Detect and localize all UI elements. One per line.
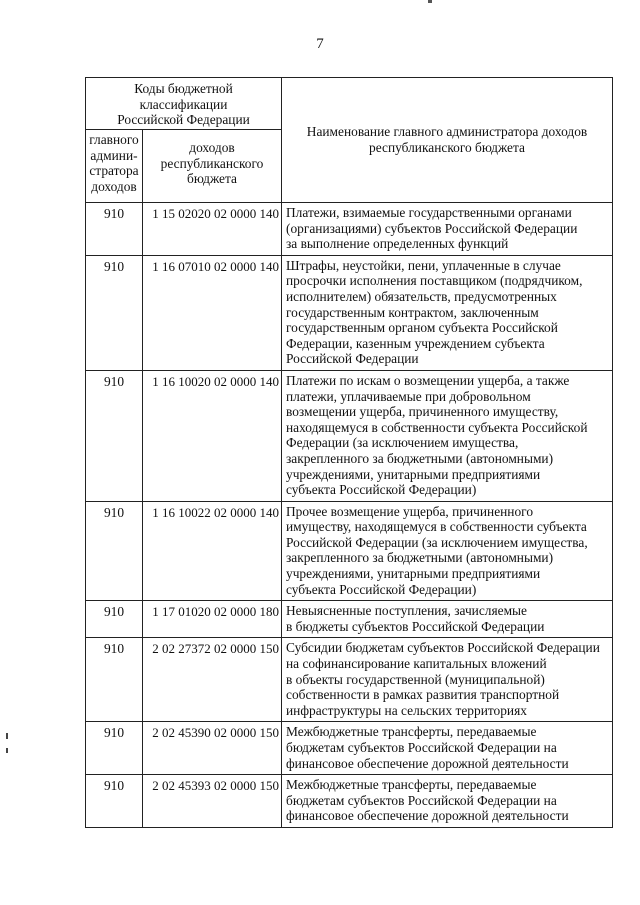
- header-line: Наименование главного администратора доходов: [306, 124, 588, 140]
- description-line: закрепленного за бюджетными (автономными): [286, 550, 554, 566]
- income-code-cell: 2 02 27372 02 0000 150: [143, 638, 282, 722]
- description-line: финансовое обеспечение дорожной деятельности: [286, 808, 569, 824]
- admin-code-cell: 910: [86, 255, 143, 370]
- description-line: исполнителем) обязательств, предусмотренных: [286, 288, 557, 304]
- table-row: [86, 775, 613, 828]
- description-line: собственности в рамках развития транспортной: [286, 687, 560, 703]
- description-line: субъекта Российской Федерации): [286, 482, 477, 498]
- description-line: Платежи по искам о возмещении ущерба, а также: [286, 372, 570, 388]
- description-line: бюджетам субъектов Российской Федерации на: [286, 740, 557, 755]
- description-line: просрочки исполнения поставщиком (подрядчиком,: [286, 273, 583, 289]
- margin-mark: [6, 748, 8, 753]
- header-name-column: [282, 78, 613, 203]
- income-code-cell: 1 15 02020 02 0000 140: [143, 203, 282, 256]
- description-line: учреждениями, унитарными предприятиями: [286, 466, 541, 482]
- margin-mark: [6, 733, 8, 739]
- description-line: Прочее возмещение ущерба, причиненного: [286, 503, 534, 519]
- description-cell: [282, 255, 613, 370]
- table-row: [86, 203, 613, 256]
- income-code-cell: 1 16 10022 02 0000 140: [143, 501, 282, 601]
- income-code-cell: 2 02 45390 02 0000 150: [143, 722, 282, 775]
- header-line: бюджета: [187, 171, 237, 187]
- description-line: Межбюджетные трансферты, передаваемые: [286, 777, 537, 793]
- table-row: [86, 638, 613, 722]
- description-line: Невыясненные поступления, зачисляемые: [286, 603, 527, 619]
- description-line: Российской Федерации (за исключением имущества,: [286, 534, 588, 550]
- scan-artifact: [428, 0, 432, 3]
- description-line: Платежи, взимаемые государственными органами: [286, 205, 572, 220]
- admin-code-cell: 910: [86, 370, 143, 501]
- description-line: за выполнение определенных функций: [286, 236, 509, 252]
- admin-code-cell: 910: [86, 601, 143, 638]
- description-line: учреждениями, унитарными предприятиями: [286, 566, 541, 582]
- description-line: Штрафы, неустойки, пени, уплаченные в случае: [286, 257, 561, 273]
- header-line: Коды бюджетной: [134, 81, 233, 96]
- description-line: возмещении ущерба, причиненного имуществу,: [286, 404, 559, 420]
- description-cell: [282, 601, 613, 638]
- header-line: стратора: [89, 163, 139, 179]
- description-line: Межбюджетные трансферты, передаваемые: [286, 724, 537, 740]
- description-line: на софинансирование капитальных вложений: [286, 656, 547, 672]
- table-row: [86, 255, 613, 370]
- table-row: [86, 370, 613, 501]
- description-line: находящемуся в собственности субъекта Российской: [286, 419, 588, 435]
- header-line: админи-: [90, 147, 138, 163]
- table-row: [86, 601, 613, 638]
- table-row: [86, 722, 613, 775]
- description-cell: [282, 203, 613, 256]
- description-line: субъекта Российской Федерации): [286, 581, 477, 597]
- description-line: в бюджеты субъектов Российской Федерации: [286, 618, 545, 634]
- header-line: Российской Федерации: [117, 112, 250, 128]
- header-line: республиканского бюджета: [369, 140, 525, 155]
- admin-code-cell: 910: [86, 775, 143, 828]
- header-line: классификации: [139, 96, 228, 112]
- description-line: государственным органом субъекта Российской: [286, 320, 558, 336]
- description-line: платежи, уплачиваемые при добровольном: [286, 388, 531, 404]
- header-admin-column: [86, 130, 143, 203]
- description-line: Федерации (за исключением имущества,: [286, 435, 519, 451]
- header-line: главного: [89, 132, 139, 147]
- budget-codes-table: [85, 77, 613, 828]
- page-number: 7: [316, 36, 324, 52]
- description-line: Субсидии бюджетам субъектов Российской Федерации: [286, 640, 600, 656]
- header-income-column: [143, 130, 282, 203]
- description-line: бюджетам субъектов Российской Федерации на: [286, 792, 557, 808]
- description-line: Российской Федерации: [286, 351, 419, 367]
- description-line: (организациями) субъектов Российской Федерации: [286, 220, 578, 236]
- description-cell: [282, 638, 613, 722]
- header-line: республиканского: [160, 155, 264, 171]
- header-line: доходов: [91, 178, 137, 194]
- description-cell: [282, 501, 613, 601]
- description-line: Федерации, казенным учреждением субъекта: [286, 335, 545, 351]
- table-body: [86, 203, 613, 828]
- admin-code-cell: 910: [86, 722, 143, 775]
- description-cell: [282, 722, 613, 775]
- description-cell: [282, 370, 613, 501]
- description-cell: [282, 775, 613, 828]
- header-line: доходов: [189, 140, 235, 155]
- description-line: финансовое обеспечение дорожной деятельности: [286, 755, 569, 771]
- income-code-cell: 1 16 10020 02 0000 140: [143, 370, 282, 501]
- income-code-cell: 1 17 01020 02 0000 180: [143, 601, 282, 638]
- description-line: закрепленного за бюджетными (автономными): [286, 450, 554, 466]
- description-line: в объекты государственной (муниципальной): [286, 671, 545, 687]
- header-codes-group: [86, 78, 282, 130]
- admin-code-cell: 910: [86, 203, 143, 256]
- admin-code-cell: 910: [86, 638, 143, 722]
- income-code-cell: 2 02 45393 02 0000 150: [143, 775, 282, 828]
- table-row: [86, 501, 613, 601]
- income-code-cell: 1 16 07010 02 0000 140: [143, 255, 282, 370]
- description-line: инфраструктуры на сельских территориях: [286, 702, 527, 718]
- description-line: государственным контрактом, заключенным: [286, 304, 539, 320]
- admin-code-cell: 910: [86, 501, 143, 601]
- description-line: имуществу, находящемуся в собственности субъекта: [286, 519, 587, 535]
